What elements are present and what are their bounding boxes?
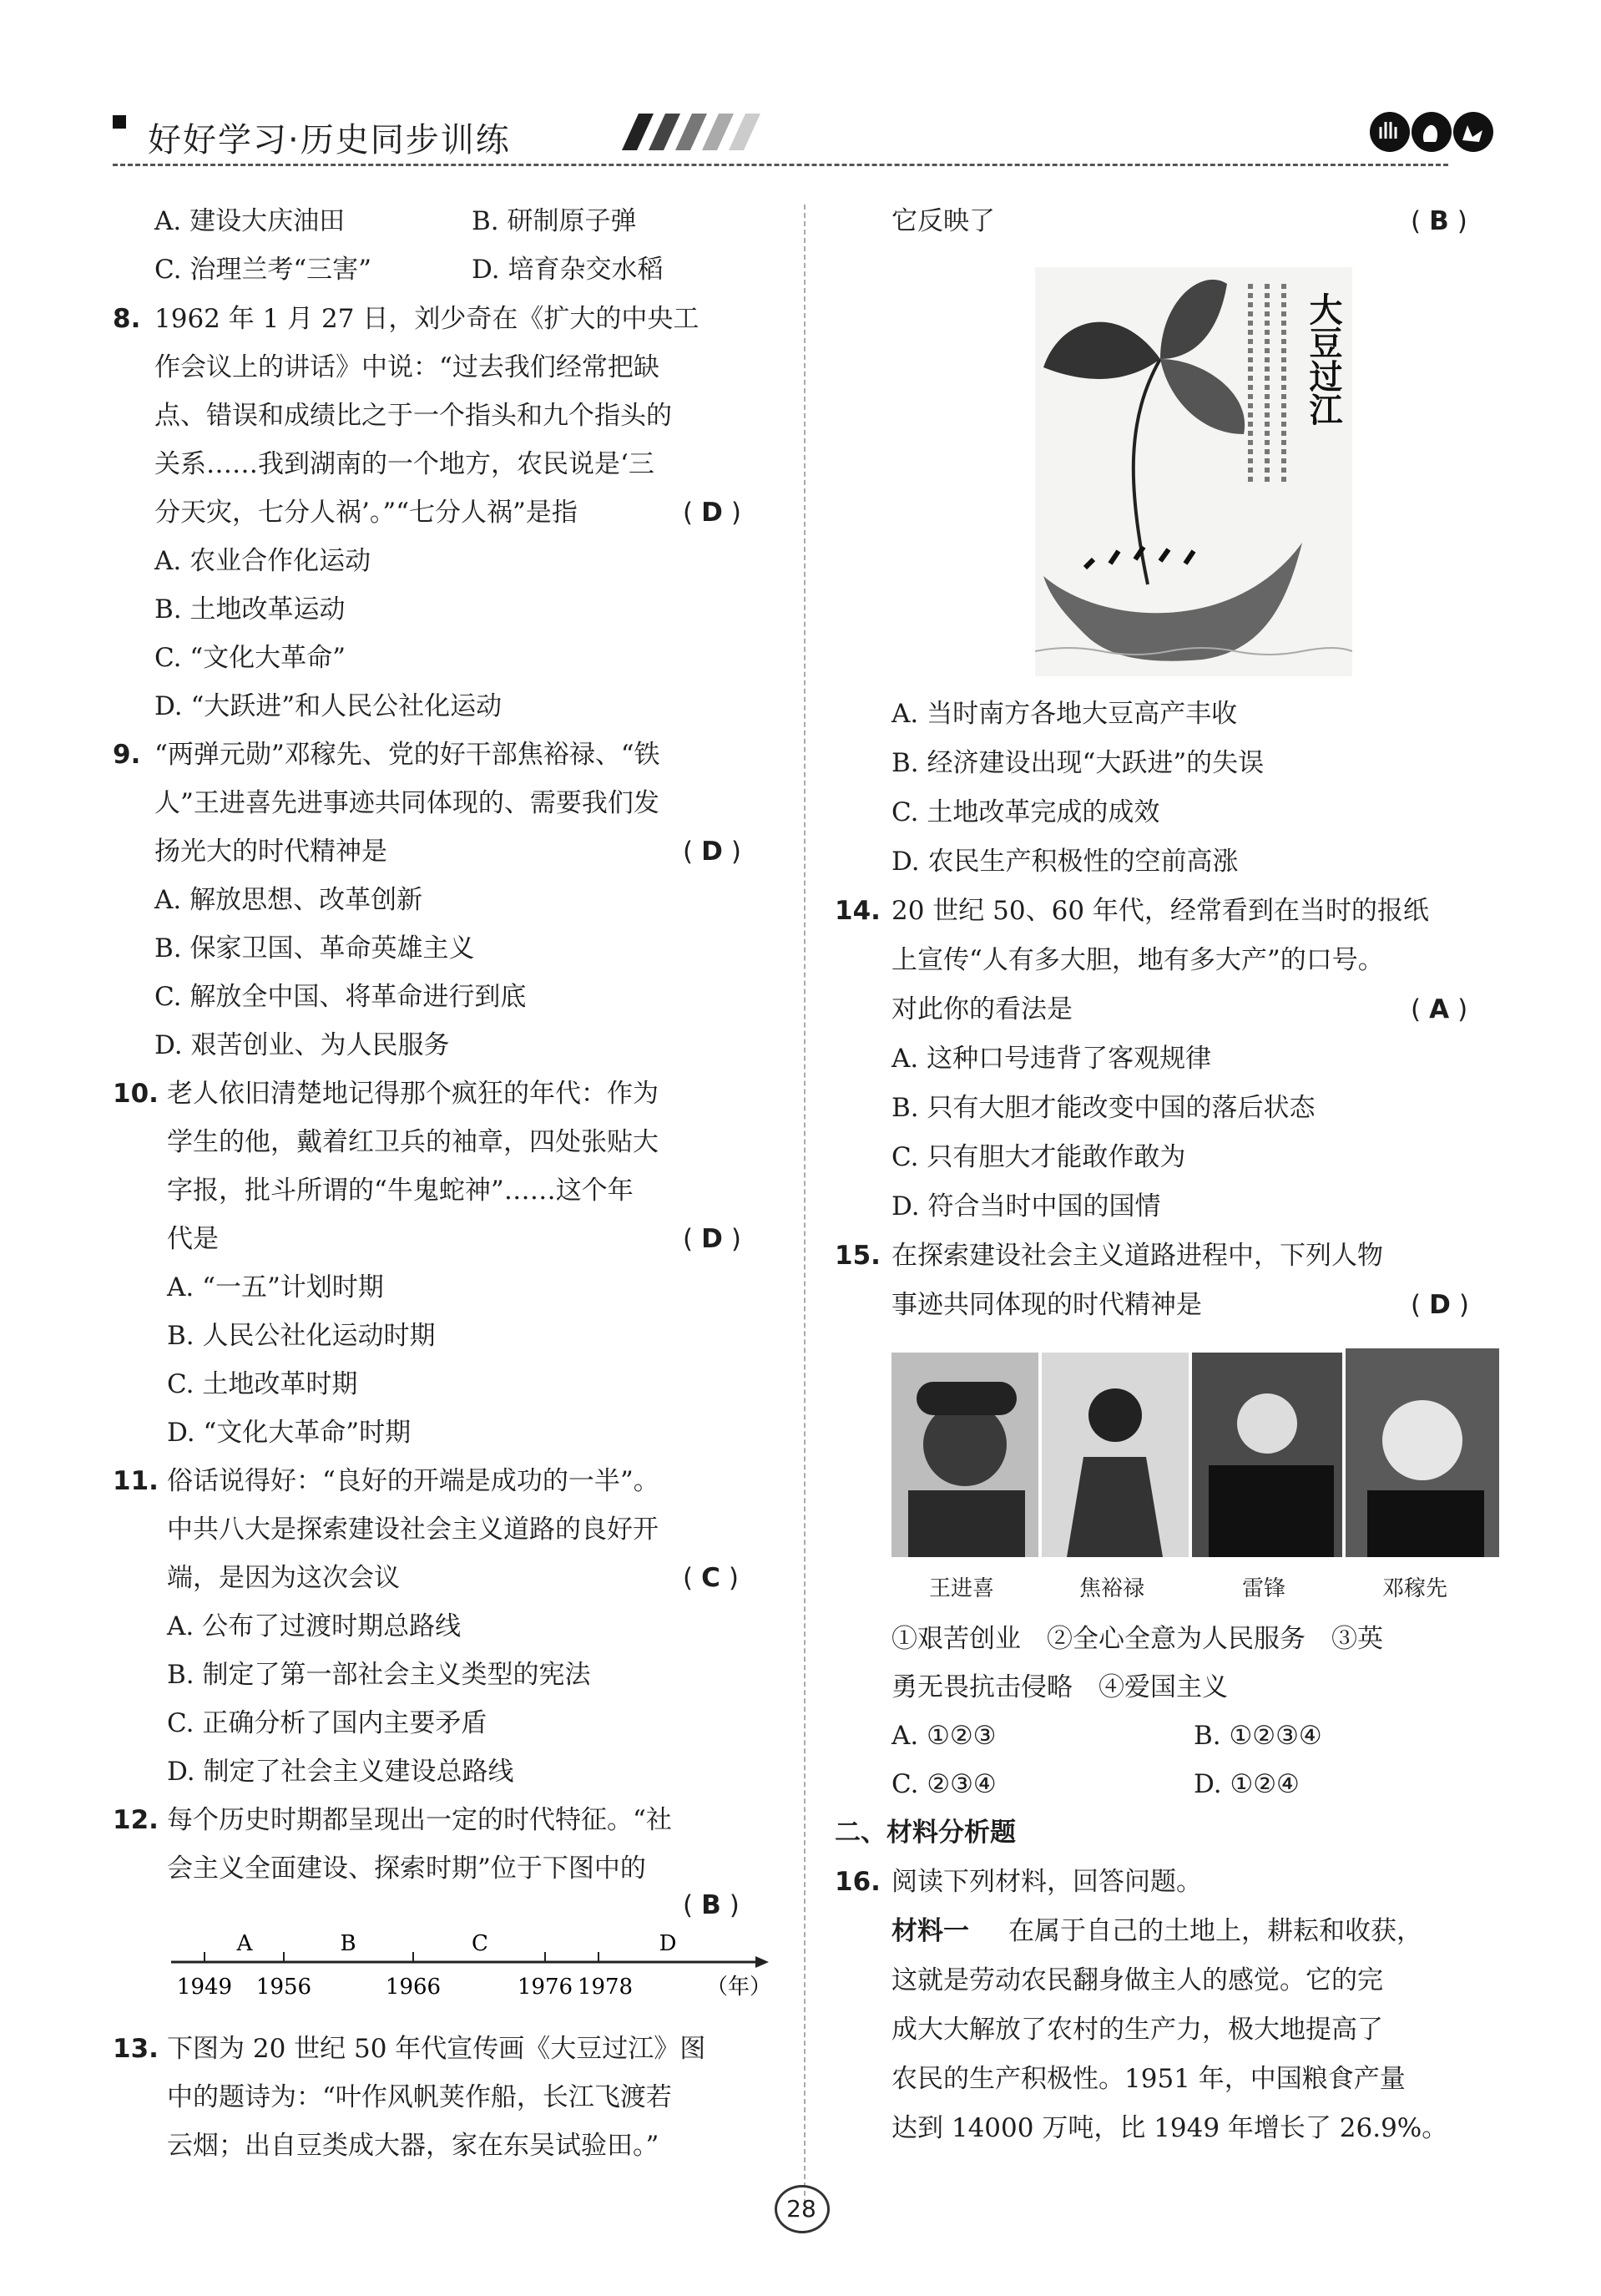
q14-stem-line: 20 世纪 50、60 年代，经常看到在当时的报纸 <box>891 896 1429 926</box>
q8-answer: ( D ) <box>683 498 741 528</box>
q13-stem-continuation: 它反映了 <box>891 206 995 236</box>
q9-option: A. 解放思想、改革创新 <box>154 885 423 915</box>
q10-option: B. 人民公社化运动时期 <box>167 1321 436 1351</box>
q11-answer: ( C ) <box>683 1563 739 1593</box>
poster-title: 大豆过江 <box>1304 292 1342 426</box>
q10-option: D. “文化大革命”时期 <box>167 1418 412 1448</box>
q12-answer: ( B ) <box>683 1890 740 1920</box>
q10-answer-letter: D <box>701 1224 723 1254</box>
q11-stem-line: 俗话说得好：“良好的开端是成功的一半”。 <box>167 1466 659 1496</box>
timeline-segment-label: C <box>472 1931 488 1956</box>
q9-number: 9. <box>113 740 141 770</box>
q9-answer: ( D ) <box>683 837 741 867</box>
q8-stem-line: 作会议上的讲话》中说：“过去我们经常把缺 <box>154 352 659 382</box>
photo-caption: 雷锋 <box>1242 1576 1286 1601</box>
timeline-unit-label: （年） <box>705 1975 772 2000</box>
q16-material-line: 成大大解放了农村的生产力，极大地提高了 <box>891 2015 1383 2045</box>
q8-stem-line: 关系……我到湖南的一个地方，农民说是‘三 <box>154 449 654 479</box>
timeline-segment-label: D <box>659 1931 677 1956</box>
q9-stem-line: 扬光大的时代精神是 <box>154 837 387 867</box>
q8-option: A. 农业合作化运动 <box>154 546 371 576</box>
q7-option-d: D. 培育杂交水稻 <box>472 255 664 285</box>
q10-stem-line: 学生的他，戴着红卫兵的袖章，四处张贴大 <box>167 1127 659 1157</box>
q9-option: D. 艰苦创业、为人民服务 <box>154 1030 450 1060</box>
q12-stem-line: 会主义全面建设、探索时期”位于下图中的 <box>167 1853 646 1884</box>
timeline-year-label: 1949 <box>176 1975 233 2000</box>
section-heading: 二、材料分析题 <box>835 1818 1016 1848</box>
header-rule <box>113 164 1448 166</box>
q14-stem-line: 上宣传“人有多大胆，地有多大产”的口号。 <box>891 945 1384 975</box>
q16-material-label: 材料一 <box>891 1916 969 1946</box>
q15-answer-letter: D <box>1429 1290 1451 1320</box>
q8-stem-line: 分天灾，七分人祸’。”“七分人祸”是指 <box>154 498 578 528</box>
q10-stem-line: 老人依旧清楚地记得那个疯狂的年代：作为 <box>167 1079 659 1109</box>
header-title: 好好学习·历史同步训练 <box>148 121 511 159</box>
timeline-segment-label: B <box>340 1931 356 1956</box>
q11-option: B. 制定了第一部社会主义类型的宪法 <box>167 1660 591 1690</box>
q13-answer: ( B ) <box>1411 206 1467 236</box>
q15-option-d: D. ①②④ <box>1194 1769 1300 1799</box>
q14-stem-line: 对此你的看法是 <box>891 994 1073 1024</box>
q15-items-line: 勇无畏抗击侵略 ④爱国主义 <box>891 1672 1228 1702</box>
q16-material-line: 达到 14000 万吨，比 1949 年增长了 26.9%。 <box>891 2113 1448 2143</box>
q13-option: A. 当时南方各地大豆高产丰收 <box>891 699 1238 729</box>
timeline-year-label: 1966 <box>385 1975 442 2000</box>
q13-stem-line: 下图为 20 世纪 50 年代宣传画《大豆过江》图 <box>167 2034 706 2064</box>
q9-answer-letter: D <box>701 837 723 867</box>
q10-answer: ( D ) <box>683 1224 741 1254</box>
q15-number: 15. <box>835 1241 881 1271</box>
timeline-segment-label: A <box>236 1931 253 1956</box>
q11-answer-letter: C <box>701 1563 720 1593</box>
q10-number: 10. <box>113 1079 159 1109</box>
photo-caption: 焦裕禄 <box>1079 1576 1145 1601</box>
q13-stem-line: 中的题诗为：“叶作风帆荚作船，长江飞渡若 <box>167 2082 672 2112</box>
q9-option: B. 保家卫国、革命英雄主义 <box>154 933 475 963</box>
q13-answer-letter: B <box>1429 206 1449 236</box>
q13-option: B. 经济建设出现“大跃进”的失误 <box>891 748 1265 778</box>
q7-option-c: C. 治理兰考“三害” <box>154 255 372 285</box>
page-header <box>113 99 1494 174</box>
page-number-text: 28 <box>786 2195 816 2223</box>
q12-number: 12. <box>113 1805 159 1835</box>
q16-number: 16. <box>835 1867 881 1897</box>
q12-stem-line: 每个历史时期都呈现出一定的时代特征。“社 <box>167 1805 672 1835</box>
q16-material-line: 农民的生产积极性。1951 年，中国粮食产量 <box>891 2064 1406 2094</box>
header-stripes <box>614 114 806 150</box>
q11-option: D. 制定了社会主义建设总路线 <box>167 1757 514 1787</box>
q9-option: C. 解放全中国、将革命进行到底 <box>154 982 527 1012</box>
q8-number: 8. <box>113 304 141 334</box>
q8-stem-line: 1962 年 1 月 27 日，刘少奇在《扩大的中央工 <box>154 304 699 334</box>
q8-answer-letter: D <box>701 498 723 528</box>
q10-option: A. “一五”计划时期 <box>167 1272 384 1302</box>
q10-stem-line: 字报，批斗所谓的“牛鬼蛇神”……这个年 <box>167 1176 634 1206</box>
q11-option: A. 公布了过渡时期总路线 <box>167 1611 462 1641</box>
q16-intro: 阅读下列材料，回答问题。 <box>891 1867 1202 1897</box>
q14-option: A. 这种口号违背了客观规律 <box>891 1044 1212 1074</box>
q12-timeline <box>171 1929 772 2020</box>
q11-stem-line: 中共八大是探索建设社会主义道路的良好开 <box>167 1515 659 1545</box>
q15-option-c: C. ②③④ <box>891 1769 997 1799</box>
q10-option: C. 土地改革时期 <box>167 1369 358 1399</box>
column-divider <box>804 205 806 2204</box>
q15-option-a: A. ①②③ <box>891 1721 997 1751</box>
q14-number: 14. <box>835 896 881 926</box>
portrait-photos-image <box>891 1348 1499 1561</box>
q11-stem-line: 端，是因为这次会议 <box>167 1563 400 1593</box>
q14-option: B. 只有大胆才能改变中国的落后状态 <box>891 1093 1316 1123</box>
photo-caption: 邓稼先 <box>1382 1576 1448 1601</box>
photo-captions <box>891 1571 1499 1605</box>
q16-material-line: 在属于自己的土地上，耕耘和收获， <box>1008 1916 1422 1946</box>
q15-answer: ( D ) <box>1411 1290 1469 1320</box>
q9-stem-line: “两弹元勋”邓稼先、党的好干部焦裕禄、“铁 <box>154 740 660 770</box>
q13-option: C. 土地改革完成的成效 <box>891 797 1160 827</box>
q15-stem-line: 在探索建设社会主义道路进程中，下列人物 <box>891 1241 1383 1271</box>
q8-option: D. “大跃进”和人民公社化运动 <box>154 691 503 721</box>
q12-answer-letter: B <box>701 1890 721 1920</box>
timeline-year-label: 1978 <box>577 1975 634 2000</box>
timeline-year-label: 1976 <box>517 1975 573 2000</box>
q10-stem-line: 代是 <box>167 1224 219 1254</box>
q15-items-line: ①艰苦创业 ②全心全意为人民服务 ③英 <box>891 1624 1383 1654</box>
q14-option: D. 符合当时中国的国情 <box>891 1191 1161 1221</box>
timeline-year-label: 1956 <box>255 1975 312 2000</box>
q13-stem-line: 云烟；出自豆类成大器，家在东吴试验田。” <box>167 2131 659 2161</box>
q13-number: 13. <box>113 2034 159 2064</box>
q14-option: C. 只有胆大才能敢作敢为 <box>891 1142 1186 1172</box>
hand-gesture-icon <box>1369 109 1494 155</box>
q7-option-a: A. 建设大庆油田 <box>154 206 346 236</box>
photo-caption: 王进喜 <box>929 1576 995 1601</box>
q9-stem-line: 人”王进喜先进事迹共同体现的、需要我们发 <box>154 788 659 818</box>
q11-option: C. 正确分析了国内主要矛盾 <box>167 1708 487 1738</box>
q7-option-b: B. 研制原子弹 <box>472 206 637 236</box>
q15-option-b: B. ①②③④ <box>1194 1721 1322 1751</box>
q14-answer-letter: A <box>1429 994 1450 1024</box>
q13-option: D. 农民生产积极性的空前高涨 <box>891 847 1239 877</box>
soybean-poster-image <box>1035 267 1352 676</box>
q8-option: C. “文化大革命” <box>154 643 346 673</box>
q15-stem-line: 事迹共同体现的时代精神是 <box>891 1290 1202 1320</box>
q8-stem-line: 点、错误和成绩比之于一个指头和九个指头的 <box>154 401 672 431</box>
q14-answer: ( A ) <box>1411 994 1468 1024</box>
q16-material-line: 这就是劳动农民翻身做主人的感觉。它的完 <box>891 1965 1383 1995</box>
header-marker <box>113 115 126 129</box>
q8-option: B. 土地改革运动 <box>154 594 346 625</box>
q11-number: 11. <box>113 1466 159 1496</box>
page-number <box>768 2183 835 2233</box>
